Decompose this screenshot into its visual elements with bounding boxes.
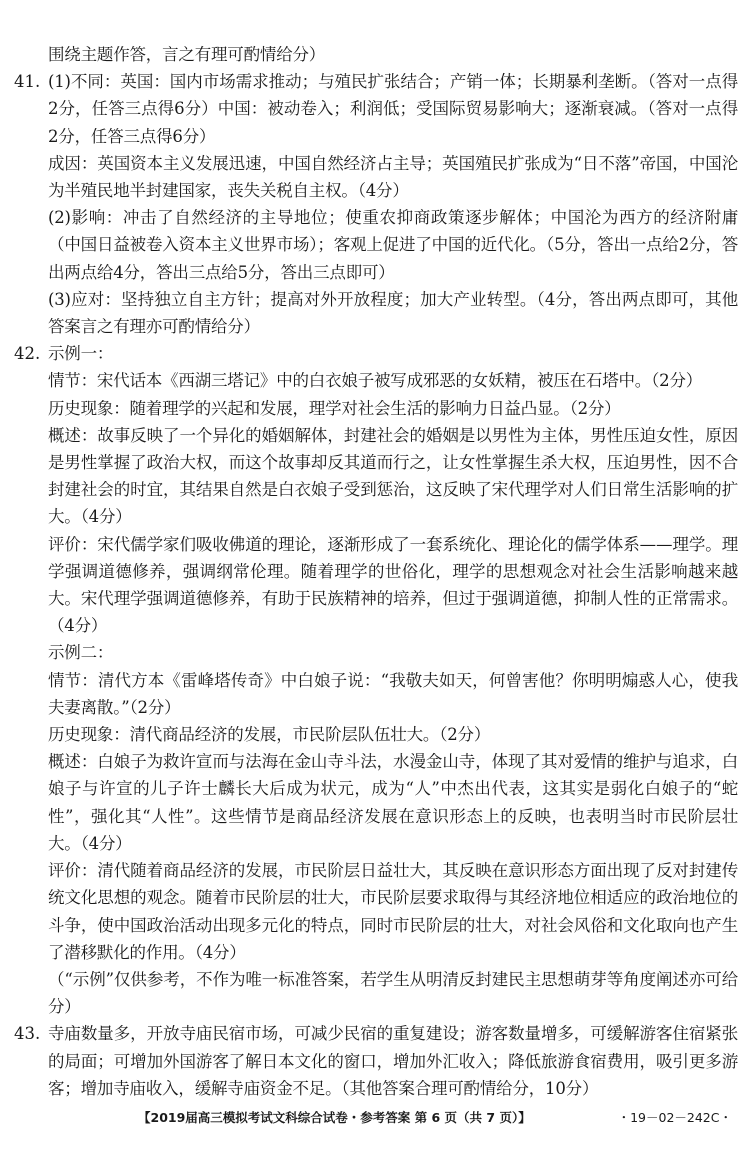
q42-evaluation-2: 评价：清代随着商品经济的发展，市民阶层日益壮大，其反映在意识形态方面出现了反对封建传统文化思想的观念。随着市民阶层的壮大，市民阶层要求取得与其经济地位相适应的政治地位的斗争，使中国政治活动出现多元化的特点，同时市民阶层的壮大，对社会风俗和文化取向也产生了潜移默化的作用。（4分） [48,861,738,962]
question-number: 43. [14,1024,41,1044]
q42-example-one-heading: 示例一： [48,344,114,364]
intro-continuation [14,41,738,68]
question-41 [14,68,738,340]
q41-cause: 成因：英国资本主义发展迅速，中国自然经济占主导；英国殖民扩张成为“日不落”帝国，中国沦为半殖民地半封建国家，丧失关税自主权。（4分） [48,153,738,201]
q43-answer: 寺庙数量多，开放寺庙民宿市场，可减少民宿的重复建设；游客数量增多，可缓解游客住宿紧张的局面；可增加外国游客了解日本文化的窗口，增加外汇收入；降低旅游食宿费用，吸引更多游客；增加寺庙收入，缓解寺庙资金不足。（其他答案合理可酌情给分，10分） [48,1024,738,1098]
q42-summary-2: 概述：白娘子为救许宣而与法海在金山寺斗法，水漫金山寺，体现了其对爱情的维护与追求，白娘子与许宣的儿子许士麟长大后成为状元，成为“人”中杰出代表，这其实是弱化白娘子的“蛇性”，强化其“人性”。这些情节是商品经济发展在意识形态上的反映，也表明当时市民阶层壮大。（4分） [48,752,738,853]
q42-evaluation-1: 评价：宋代儒学家们吸收佛道的理论，逐渐形成了一套系统化、理论化的儒学体系——理学。理学强调道德修养，强调纲常伦理。随着理学的世俗化，理学的思想观念对社会生活影响越来越大。宋代理学强调道德修养，有助于民族精神的培养，但过于强调道德，抑制人性的正常需求。（4分） [48,534,738,636]
intro-line: 围绕主题作答，言之有理可酌情给分） [48,45,326,64]
q42-history-2: 历史现象：清代商品经济的发展，市民阶层队伍壮大。（2分） [48,725,491,745]
footer-code: ・19－02－242C・ [617,1110,732,1125]
q42-plot-2: 情节：清代方本《雷峰塔传奇》中白娘子说：“我敬夫如天，何曾害他？你明明煽惑人心，使我夫妻离散。”（2分） [48,670,738,717]
q41-part3-response: (3)应对：坚持独立自主方针；提高对外开放程度；加大产业转型。（4分，答出两点即可，其他答案言之有理亦可酌情给分） [48,289,738,337]
question-number: 41. [14,72,41,92]
q41-part2-impact: (2)影响：冲击了自然经济的主导地位；使重农抑商政策逐步解体；中国沦为西方的经济附庸（中国日益被卷入资本主义世界市场）；客观上促进了中国的近代化。（5分，答出一点给2分，答出两点给4分，答出三点给5分，答出三点即可） [48,208,738,282]
q41-part1-difference: (1)不同：英国：国内市场需求推动；与殖民扩张结合；产销一体；长期暴利垄断。（答对一点得2分，任答三点得6分）中国：被动卷入；利润低；受国际贸易影响大；逐渐衰减。（答对一点得2分，任答三点得6分） [48,72,738,146]
page-footer [0,1106,746,1130]
q42-plot-1: 情节：宋代话本《西湖三塔记》中的白衣娘子被写成邪恶的女妖精，被压在石塔中。（2分） [48,371,703,391]
q42-summary-1: 概述：故事反映了一个异化的婚姻解体，封建社会的婚姻是以男性为主体，男性压迫女性，原因是男性掌握了政治大权，而这个故事却反其道而行之，让女性掌握生杀大权，压迫男性，因不合封建社会的时宜，其结果自然是白衣娘子受到惩治，这反映了宋代理学对人们日常生活影响的扩大。（4分） [48,425,738,527]
question-number: 42. [14,344,41,364]
footer-title: 【2019届高三模拟考试文科综合试卷・参考答案 第 6 页（共 7 页）】 [138,1110,531,1125]
question-42 [14,340,738,1020]
q42-example-two-heading: 示例二： [48,643,114,663]
answer-content [14,41,738,1102]
question-43 [14,1020,738,1102]
q42-history-1: 历史现象：随着理学的兴起和发展，理学对社会生活的影响力日益凸显。（2分） [48,398,621,418]
q42-note: （“示例”仅供参考，不作为唯一标准答案，若学生从明清反封建民主思想萌芽等角度阐述亦可给分） [48,969,738,1017]
